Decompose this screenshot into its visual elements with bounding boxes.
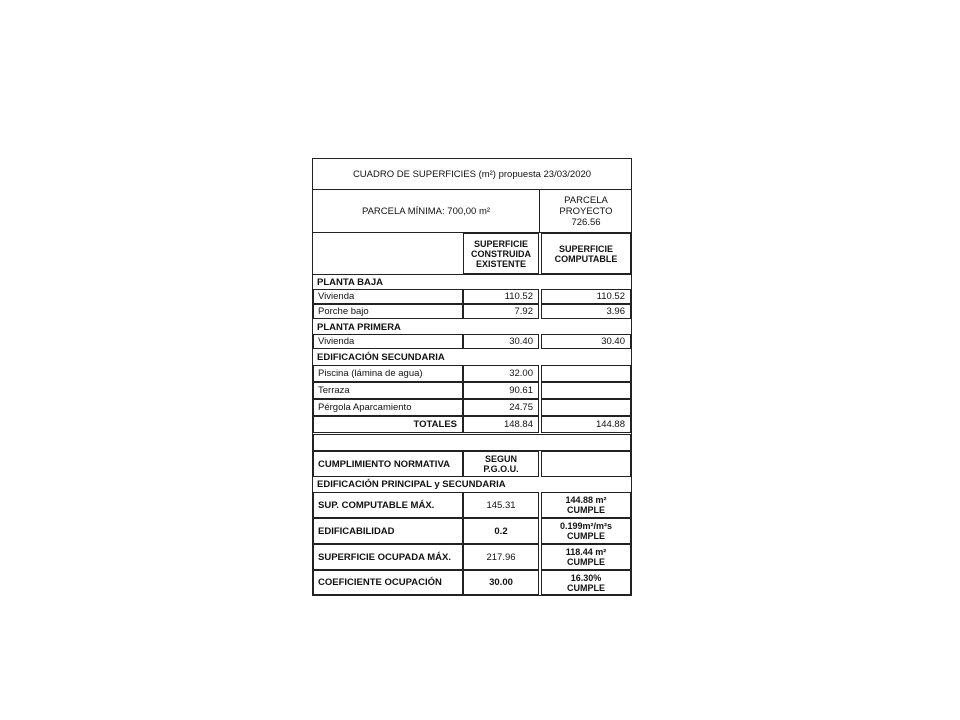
value-text: 144.88 [595,419,625,430]
value-text: 30.40 [509,336,533,347]
cumplimiento-label [313,451,463,477]
header-line: CONSTRUIDA [471,248,531,259]
row-label [313,365,463,382]
value-existente [463,382,539,399]
normativa-label [313,518,463,544]
parcela-minima [313,190,539,232]
value-text: 90.61 [509,385,533,396]
normativa-status [541,544,631,570]
normativa-pgou [463,492,539,518]
header-line: COMPUTABLE [554,253,618,264]
value-text: 30.00 [489,577,513,588]
value-text: 3.96 [606,306,625,317]
section-heading-planta-baja [313,275,631,289]
cumple-text: CUMPLE [567,505,605,515]
section-heading-text: EDIFICACIÓN PRINCIPAL y SECUNDARIA [317,479,506,490]
row-label-text: Vivienda [318,336,355,347]
parcela-proyecto-line: PROYECTO [559,205,613,217]
normativa-status [541,492,631,518]
row-label-text: Porche bajo [318,306,369,317]
value-existente [463,365,539,382]
value-text: 217.96 [486,551,516,563]
spacer-row [313,434,631,451]
value-text: 7.92 [514,306,533,317]
segun-pgou [463,451,539,477]
value-text: 24.75 [509,402,533,413]
normativa-label [313,544,463,570]
value-existente [463,304,539,319]
normativa-label [313,492,463,518]
normativa-label-text: SUP. COMPUTABLE MÁX. [318,499,435,511]
parcela-proyecto-line: PARCELA [564,194,608,206]
value-existente [463,334,539,349]
value-existente [463,399,539,416]
row-label [313,334,463,349]
value-text: 110.52 [504,291,533,302]
value-text: 110.52 [596,291,625,302]
cumplimiento-text: CUMPLIMIENTO NORMATIVA [318,458,450,470]
row-label [313,289,463,304]
normativa-status [541,570,631,595]
segun-line: SEGUN [484,454,517,464]
totales-text: TOTALES [413,419,457,430]
value-computable [541,304,631,319]
cumple-text: CUMPLE [567,582,605,593]
title-text: CUADRO DE SUPERFICIES (m²) propuesta 23/03/2020 [352,168,592,180]
cumplimiento-blank [541,451,631,477]
value-text: 118.44 m² [565,547,607,557]
value-computable [541,365,631,382]
parcela-proyecto [540,190,632,232]
row-label-text: Terraza [318,385,350,396]
value-text: 145.31 [486,499,516,511]
totales-existente [463,416,539,433]
normativa-pgou [463,570,539,595]
parcela-proyecto-area: 726.56 [571,216,601,228]
row-label [313,304,463,319]
section-heading-planta-primera [313,320,631,334]
table-title [313,159,631,189]
section-heading-principal [313,477,631,492]
cumple-text: CUMPLE [567,531,605,541]
value-text: 148.84 [503,419,533,430]
row-label [313,399,463,416]
section-heading-edificacion-secundaria [313,350,631,365]
totales-label [313,416,463,433]
parcela-minima-text: PARCELA MÍNIMA: 700,00 m² [361,205,491,217]
value-computable [541,334,631,349]
cumple-text: CUMPLE [567,557,605,567]
normativa-pgou [463,518,539,544]
value-text: 32.00 [509,368,533,379]
normativa-label-text: SUPERFICIE OCUPADA MÁX. [318,551,452,563]
header-computable [541,233,631,274]
row-label-text: Vivienda [318,291,355,302]
surface-table-sheet [312,158,632,596]
section-heading-text: PLANTA BAJA [317,276,383,288]
value-existente [463,289,539,304]
value-computable [541,399,631,416]
normativa-label [313,570,463,595]
header-existente [463,233,539,274]
normativa-status [541,518,631,544]
normativa-label-text: COEFICIENTE OCUPACIÓN [318,577,442,588]
section-heading-text: PLANTA PRIMERA [317,321,401,333]
value-text: 30.40 [601,336,625,347]
header-line: EXISTENTE [475,258,526,269]
row-label [313,382,463,399]
totales-computable [541,416,631,433]
header-line: SUPERFICIE [558,243,613,254]
section-heading-text: EDIFICACIÓN SECUNDARIA [317,352,445,363]
normativa-label-text: EDIFICABILIDAD [318,525,395,537]
normativa-pgou [463,544,539,570]
header-line: SUPERFICIE [473,238,528,249]
row-label-text: Piscina (lámina de agua) [318,368,423,379]
value-computable [541,289,631,304]
segun-line: P.G.O.U. [483,464,519,474]
value-text: 0.199m²/m²s [559,521,613,531]
row-label-text: Pérgola Aparcamiento [318,402,412,413]
value-text: 144.88 m² [565,495,607,505]
value-text: 0.2 [494,525,508,537]
value-computable [541,382,631,399]
value-text: 16.30% [570,572,602,583]
